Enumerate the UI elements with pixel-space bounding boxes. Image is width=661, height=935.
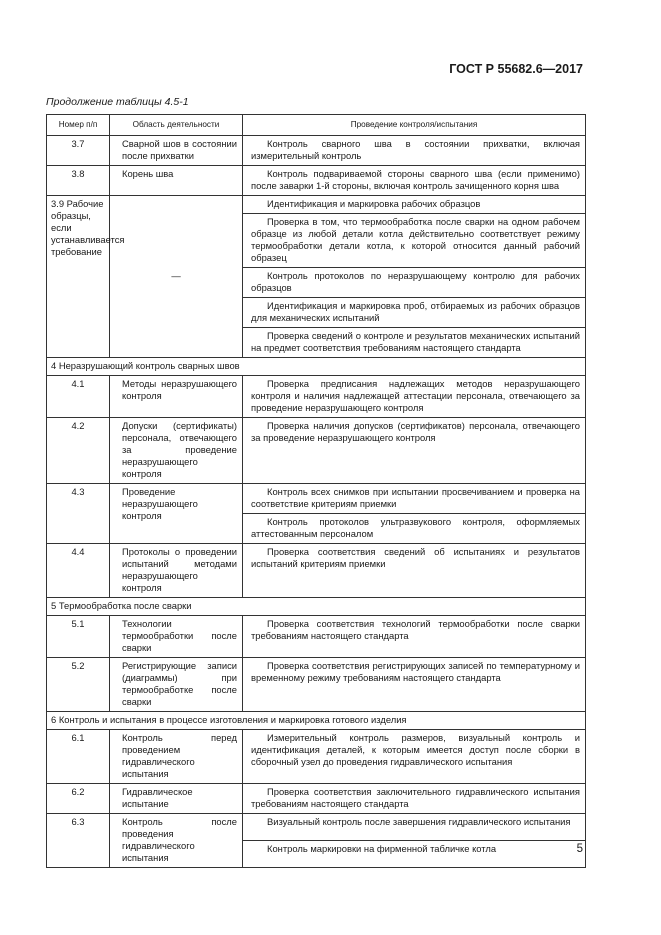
row-check: Проверка сведений о контроле и результатов механических испытаний на предмет соответствия требованиям настоящего стандарта <box>251 330 580 353</box>
row-check: Проверка соответствия технологий термообработки после сварки требованиям настоящего стандарта <box>251 618 580 641</box>
row-number: 5.1 <box>47 616 110 658</box>
row-area: Гидравлическое испытание <box>110 784 243 814</box>
row-area: Методы неразрушающего контроля <box>110 376 243 418</box>
col-header-number: Номер п/п <box>47 115 110 136</box>
table-row <box>47 136 586 166</box>
row-area-dash: — <box>110 196 243 358</box>
section-title: 4 Неразрушающий контроль сварных швов <box>47 358 586 376</box>
document-code: ГОСТ Р 55682.6—2017 <box>449 62 583 76</box>
row-area: Допуски (сертификаты) персонала, отвечающего за проведение неразрушающего контроля <box>110 418 243 484</box>
row-area: Протоколы о проведении испытаний методами неразрушающего контроля <box>110 544 243 598</box>
row-check: Контроль подвариваемой стороны сварного шва (если применимо) после заварки 1-й стороны, включая контроль зачищенного корня шва <box>251 168 580 191</box>
row-check: Проверка наличия допусков (сертификатов) персонала, отвечающего за проведение неразрушающего контроля <box>251 420 580 443</box>
table-row <box>47 730 586 784</box>
row-number: 5.2 <box>47 658 110 712</box>
table-row <box>47 616 586 658</box>
section-title: 6 Контроль и испытания в процессе изготовления и маркировка готового изделия <box>47 712 586 730</box>
row-area: Технологии термообработки после сварки <box>110 616 243 658</box>
table-row <box>47 418 586 484</box>
row-number: 4.2 <box>47 418 110 484</box>
table-row <box>47 784 586 814</box>
section-row <box>47 598 586 616</box>
row-check: Контроль протоколов ультразвукового контроля, оформляемых аттестованным персоналом <box>251 516 580 539</box>
row-area: Проведение неразрушающего контроля <box>110 484 243 544</box>
section-row <box>47 358 586 376</box>
table-row <box>47 484 586 514</box>
row-number: 4.1 <box>47 376 110 418</box>
row-check: Идентификация и маркировка рабочих образцов <box>267 198 481 209</box>
inspection-table <box>46 114 586 868</box>
row-number: 4.3 <box>47 484 110 544</box>
table-header-row <box>47 115 586 136</box>
row-number: 4.4 <box>47 544 110 598</box>
row-check: Проверка соответствия сведений об испытаниях и результатов испытаний критериям приемки <box>251 546 580 569</box>
row-number: 3.8 <box>47 166 110 196</box>
table-row <box>47 814 586 841</box>
row-check: Измерительный контроль размеров, визуальный контроль и идентификация деталей, к которым имеется доступ после сборки в сборочный узел до проведения гидравлического испытания <box>251 732 580 767</box>
row-area: Сварной шов в состоянии после прихватки <box>110 136 243 166</box>
row-check: Визуальный контроль после завершения гидравлического испытания <box>267 816 571 827</box>
row-check: Проверка соответствия заключительного гидравлического испытания требованиям настоящего стандарта <box>251 786 580 809</box>
row-check: Проверка в том, что термообработка после сварки на одном рабочем образце из любой детали котла действительно соответствует режиму термообработки детали котла, к которой относится данный рабочий образец <box>251 216 580 263</box>
col-header-area: Область деятельности <box>110 115 243 136</box>
table-caption: Продолжение таблицы 4.5-1 <box>46 96 189 108</box>
col-header-check: Проведение контроля/испытания <box>243 115 586 136</box>
table-row <box>47 544 586 598</box>
table-row <box>47 196 586 214</box>
row-number: 3.7 <box>47 136 110 166</box>
row-check: Контроль всех снимков при испытании просвечиванием и проверка на соответствие критериям приемки <box>251 486 580 509</box>
row-check: Контроль сварного шва в состоянии прихватки, включая измерительный контроль <box>251 138 580 161</box>
page-number: 5 <box>576 843 583 855</box>
row-area: Контроль перед проведением гидравлического испытания <box>110 730 243 784</box>
table-row <box>47 658 586 712</box>
row-check: Идентификация и маркировка проб, отбираемых из рабочих образцов для механических испытаний <box>251 300 580 323</box>
section-title: 5 Термообработка после сварки <box>47 598 586 616</box>
row-check: Контроль протоколов по неразрушающему контролю для рабочих образцов <box>251 270 580 293</box>
row-area: Контроль после проведения гидравлического испытания <box>110 814 243 868</box>
row-check: Проверка предписания надлежащих методов неразрушающего контроля и наличия надлежащей аттестации персонала, отвечающего за проведение неразрушающего контроля <box>251 378 580 413</box>
row-number: 3.9 Рабочие образцы, если устанавливается требование <box>47 196 110 358</box>
row-area: Регистрирующие записи (диаграммы) при термообработке после сварки <box>110 658 243 712</box>
row-number: 6.3 <box>47 814 110 868</box>
row-area: Корень шва <box>110 166 243 196</box>
row-check: Проверка соответствия регистрирующих записей по температурному и временному режиму требованиям настоящего стандарта <box>251 660 580 683</box>
row-number: 6.2 <box>47 784 110 814</box>
row-number: 6.1 <box>47 730 110 784</box>
section-row <box>47 712 586 730</box>
table-row <box>47 376 586 418</box>
row-check: Контроль маркировки на фирменной табличке котла <box>267 843 497 854</box>
table-row <box>47 166 586 196</box>
